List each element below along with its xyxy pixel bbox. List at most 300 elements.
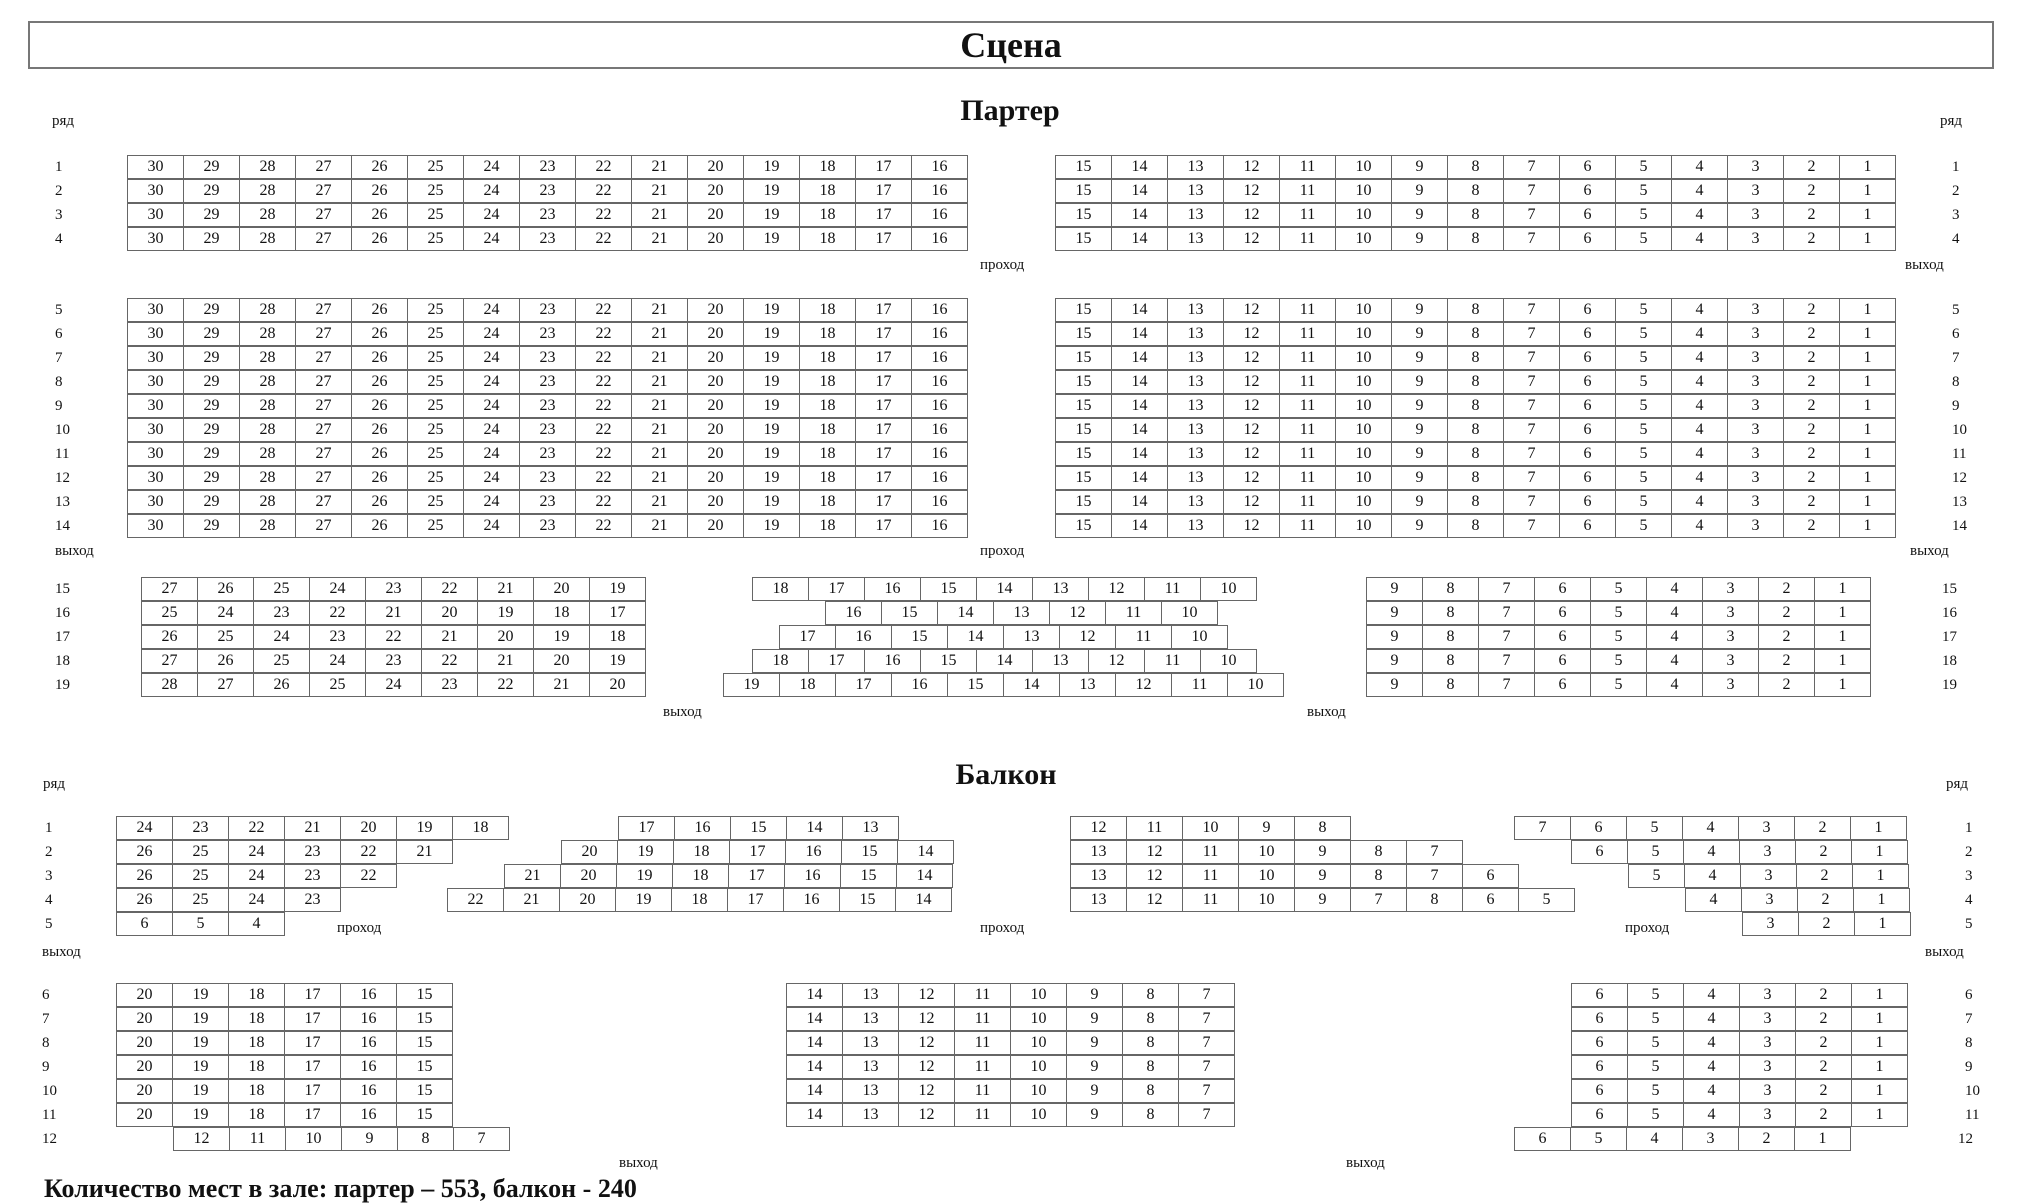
seat[interactable]: 8 [1350, 840, 1407, 864]
seat[interactable]: 27 [295, 394, 352, 418]
seat[interactable]: 2 [1783, 370, 1840, 394]
seat[interactable]: 9 [1366, 649, 1423, 673]
seat[interactable]: 11 [229, 1127, 286, 1151]
seat[interactable]: 14 [786, 1103, 843, 1127]
seat[interactable]: 2 [1795, 840, 1852, 864]
seat[interactable]: 9 [1391, 370, 1448, 394]
seat[interactable]: 23 [519, 155, 576, 179]
seat[interactable]: 12 [1223, 490, 1280, 514]
seat[interactable]: 12 [1223, 346, 1280, 370]
seat[interactable]: 15 [1055, 490, 1112, 514]
seat[interactable]: 3 [1727, 298, 1784, 322]
seat[interactable]: 28 [239, 155, 296, 179]
seat[interactable]: 1 [1839, 442, 1896, 466]
seat[interactable]: 2 [1783, 442, 1840, 466]
seat[interactable]: 8 [1447, 442, 1504, 466]
seat[interactable]: 3 [1727, 179, 1784, 203]
seat[interactable]: 21 [631, 466, 688, 490]
seat[interactable]: 6 [1559, 490, 1616, 514]
seat[interactable]: 7 [1478, 625, 1535, 649]
seat[interactable]: 14 [1111, 418, 1168, 442]
seat[interactable]: 6 [1571, 1103, 1628, 1127]
seat[interactable]: 24 [463, 203, 520, 227]
seat[interactable]: 9 [1391, 490, 1448, 514]
seat[interactable]: 1 [1839, 346, 1896, 370]
seat[interactable]: 26 [351, 418, 408, 442]
seat[interactable]: 26 [351, 394, 408, 418]
seat[interactable]: 4 [1682, 816, 1739, 840]
seat[interactable]: 5 [1627, 1055, 1684, 1079]
seat[interactable]: 28 [239, 203, 296, 227]
seat[interactable]: 29 [183, 394, 240, 418]
seat[interactable]: 10 [1010, 1031, 1067, 1055]
seat[interactable]: 16 [911, 203, 968, 227]
seat[interactable]: 14 [1111, 490, 1168, 514]
seat[interactable]: 6 [1559, 298, 1616, 322]
seat[interactable]: 21 [631, 346, 688, 370]
seat[interactable]: 13 [842, 816, 899, 840]
seat[interactable]: 9 [1391, 155, 1448, 179]
seat[interactable]: 2 [1783, 227, 1840, 251]
seat[interactable]: 13 [1070, 864, 1127, 888]
seat[interactable]: 11 [1182, 888, 1239, 912]
seat[interactable]: 7 [1503, 514, 1560, 538]
seat[interactable]: 5 [172, 912, 229, 936]
seat[interactable]: 24 [228, 864, 285, 888]
seat[interactable]: 14 [1111, 298, 1168, 322]
seat[interactable]: 25 [407, 179, 464, 203]
seat[interactable]: 17 [589, 601, 646, 625]
seat[interactable]: 25 [407, 227, 464, 251]
seat[interactable]: 13 [842, 1079, 899, 1103]
seat[interactable]: 18 [228, 1079, 285, 1103]
seat[interactable]: 3 [1742, 912, 1799, 936]
seat[interactable]: 18 [228, 983, 285, 1007]
seat[interactable]: 8 [1447, 155, 1504, 179]
seat[interactable]: 15 [1055, 394, 1112, 418]
seat[interactable]: 14 [1111, 466, 1168, 490]
seat[interactable]: 9 [1391, 346, 1448, 370]
seat[interactable]: 9 [341, 1127, 398, 1151]
seat[interactable]: 19 [172, 1055, 229, 1079]
seat[interactable]: 7 [453, 1127, 510, 1151]
seat[interactable]: 8 [1447, 370, 1504, 394]
seat[interactable]: 14 [1111, 203, 1168, 227]
seat[interactable]: 11 [1279, 442, 1336, 466]
seat[interactable]: 28 [239, 514, 296, 538]
seat[interactable]: 29 [183, 179, 240, 203]
seat[interactable]: 6 [116, 912, 173, 936]
seat[interactable]: 16 [835, 625, 892, 649]
seat[interactable]: 18 [799, 490, 856, 514]
seat[interactable]: 10 [285, 1127, 342, 1151]
seat[interactable]: 5 [1627, 1079, 1684, 1103]
seat[interactable]: 14 [976, 649, 1033, 673]
seat[interactable]: 20 [116, 1103, 173, 1127]
seat[interactable]: 15 [396, 1007, 453, 1031]
seat[interactable]: 6 [1559, 203, 1616, 227]
seat[interactable]: 4 [1671, 466, 1728, 490]
seat[interactable]: 25 [407, 298, 464, 322]
seat[interactable]: 2 [1795, 1103, 1852, 1127]
seat[interactable]: 23 [519, 203, 576, 227]
seat[interactable]: 24 [365, 673, 422, 697]
seat[interactable]: 12 [898, 983, 955, 1007]
seat[interactable]: 28 [239, 298, 296, 322]
seat[interactable]: 25 [407, 514, 464, 538]
seat[interactable]: 16 [340, 983, 397, 1007]
seat[interactable]: 14 [1111, 370, 1168, 394]
seat[interactable]: 12 [173, 1127, 230, 1151]
seat[interactable]: 17 [284, 1079, 341, 1103]
seat[interactable]: 2 [1783, 490, 1840, 514]
seat[interactable]: 29 [183, 514, 240, 538]
seat[interactable]: 8 [1447, 298, 1504, 322]
seat[interactable]: 20 [687, 322, 744, 346]
seat[interactable]: 3 [1702, 601, 1759, 625]
seat[interactable]: 3 [1727, 442, 1784, 466]
seat[interactable]: 26 [351, 179, 408, 203]
seat[interactable]: 21 [631, 203, 688, 227]
seat[interactable]: 19 [615, 888, 672, 912]
seat[interactable]: 17 [727, 888, 784, 912]
seat[interactable]: 12 [1223, 322, 1280, 346]
seat[interactable]: 9 [1391, 203, 1448, 227]
seat[interactable]: 14 [1111, 227, 1168, 251]
seat[interactable]: 11 [1144, 649, 1201, 673]
seat[interactable]: 6 [1559, 370, 1616, 394]
seat[interactable]: 27 [295, 203, 352, 227]
seat[interactable]: 19 [723, 673, 780, 697]
seat[interactable]: 13 [1167, 442, 1224, 466]
seat[interactable]: 1 [1839, 203, 1896, 227]
seat[interactable]: 5 [1615, 490, 1672, 514]
seat[interactable]: 28 [239, 179, 296, 203]
seat[interactable]: 5 [1615, 298, 1672, 322]
seat[interactable]: 22 [575, 155, 632, 179]
seat[interactable]: 17 [284, 983, 341, 1007]
seat[interactable]: 13 [993, 601, 1050, 625]
seat[interactable]: 13 [842, 1055, 899, 1079]
seat[interactable]: 27 [295, 370, 352, 394]
seat[interactable]: 2 [1758, 601, 1815, 625]
seat[interactable]: 1 [1851, 1103, 1908, 1127]
seat[interactable]: 17 [855, 418, 912, 442]
seat[interactable]: 24 [463, 370, 520, 394]
seat[interactable]: 5 [1615, 418, 1672, 442]
seat[interactable]: 23 [421, 673, 478, 697]
seat[interactable]: 3 [1702, 577, 1759, 601]
seat[interactable]: 18 [228, 1031, 285, 1055]
seat[interactable]: 4 [1671, 490, 1728, 514]
seat[interactable]: 7 [1350, 888, 1407, 912]
seat[interactable]: 1 [1853, 888, 1910, 912]
seat[interactable]: 7 [1406, 864, 1463, 888]
seat[interactable]: 12 [1223, 514, 1280, 538]
seat[interactable]: 5 [1615, 155, 1672, 179]
seat[interactable]: 12 [1088, 577, 1145, 601]
seat[interactable]: 26 [351, 322, 408, 346]
seat[interactable]: 27 [295, 418, 352, 442]
seat[interactable]: 15 [920, 649, 977, 673]
seat[interactable]: 23 [519, 179, 576, 203]
seat[interactable]: 20 [687, 370, 744, 394]
seat[interactable]: 17 [855, 466, 912, 490]
seat[interactable]: 10 [1335, 346, 1392, 370]
seat[interactable]: 18 [799, 394, 856, 418]
seat[interactable]: 13 [842, 983, 899, 1007]
seat[interactable]: 10 [1171, 625, 1228, 649]
seat[interactable]: 10 [1200, 649, 1257, 673]
seat[interactable]: 20 [116, 1055, 173, 1079]
seat[interactable]: 11 [954, 1103, 1011, 1127]
seat[interactable]: 8 [1447, 490, 1504, 514]
seat[interactable]: 11 [1279, 179, 1336, 203]
seat[interactable]: 15 [947, 673, 1004, 697]
seat[interactable]: 20 [533, 577, 590, 601]
seat[interactable]: 26 [116, 888, 173, 912]
seat[interactable]: 13 [1003, 625, 1060, 649]
seat[interactable]: 20 [116, 1079, 173, 1103]
seat[interactable]: 16 [911, 466, 968, 490]
seat[interactable]: 8 [1122, 1079, 1179, 1103]
seat[interactable]: 19 [477, 601, 534, 625]
seat[interactable]: 3 [1727, 466, 1784, 490]
seat[interactable]: 22 [575, 514, 632, 538]
seat[interactable]: 9 [1391, 179, 1448, 203]
seat[interactable]: 16 [911, 442, 968, 466]
seat[interactable]: 9 [1066, 1055, 1123, 1079]
seat[interactable]: 16 [340, 1079, 397, 1103]
seat[interactable]: 9 [1391, 227, 1448, 251]
seat[interactable]: 8 [1294, 816, 1351, 840]
seat[interactable]: 9 [1294, 840, 1351, 864]
seat[interactable]: 15 [1055, 418, 1112, 442]
seat[interactable]: 14 [976, 577, 1033, 601]
seat[interactable]: 24 [309, 649, 366, 673]
seat[interactable]: 16 [784, 864, 841, 888]
seat[interactable]: 4 [1683, 1055, 1740, 1079]
seat[interactable]: 10 [1335, 394, 1392, 418]
seat[interactable]: 19 [533, 625, 590, 649]
seat[interactable]: 27 [141, 577, 198, 601]
seat[interactable]: 6 [1559, 179, 1616, 203]
seat[interactable]: 15 [730, 816, 787, 840]
seat[interactable]: 25 [407, 346, 464, 370]
seat[interactable]: 13 [1167, 346, 1224, 370]
seat[interactable]: 8 [397, 1127, 454, 1151]
seat[interactable]: 25 [172, 840, 229, 864]
seat[interactable]: 3 [1741, 888, 1798, 912]
seat[interactable]: 8 [1447, 203, 1504, 227]
seat[interactable]: 26 [116, 864, 173, 888]
seat[interactable]: 30 [127, 298, 184, 322]
seat[interactable]: 11 [954, 983, 1011, 1007]
seat[interactable]: 3 [1727, 155, 1784, 179]
seat[interactable]: 7 [1503, 370, 1560, 394]
seat[interactable]: 12 [898, 1055, 955, 1079]
seat[interactable]: 28 [239, 466, 296, 490]
seat[interactable]: 14 [1003, 673, 1060, 697]
seat[interactable]: 16 [783, 888, 840, 912]
seat[interactable]: 19 [743, 227, 800, 251]
seat[interactable]: 15 [1055, 203, 1112, 227]
seat[interactable]: 22 [228, 816, 285, 840]
seat[interactable]: 7 [1478, 577, 1535, 601]
seat[interactable]: 27 [295, 179, 352, 203]
seat[interactable]: 24 [463, 418, 520, 442]
seat[interactable]: 5 [1615, 394, 1672, 418]
seat[interactable]: 12 [1070, 816, 1127, 840]
seat[interactable]: 1 [1839, 227, 1896, 251]
seat[interactable]: 8 [1122, 1031, 1179, 1055]
seat[interactable]: 8 [1122, 1103, 1179, 1127]
seat[interactable]: 8 [1447, 466, 1504, 490]
seat[interactable]: 1 [1851, 1007, 1908, 1031]
seat[interactable]: 24 [253, 625, 310, 649]
seat[interactable]: 4 [1683, 1103, 1740, 1127]
seat[interactable]: 5 [1627, 1031, 1684, 1055]
seat[interactable]: 11 [1279, 322, 1336, 346]
seat[interactable]: 18 [799, 179, 856, 203]
seat[interactable]: 19 [743, 514, 800, 538]
seat[interactable]: 14 [937, 601, 994, 625]
seat[interactable]: 13 [1167, 322, 1224, 346]
seat[interactable]: 21 [631, 322, 688, 346]
seat[interactable]: 25 [407, 418, 464, 442]
seat[interactable]: 6 [1571, 840, 1628, 864]
seat[interactable]: 29 [183, 298, 240, 322]
seat[interactable]: 20 [687, 466, 744, 490]
seat[interactable]: 2 [1758, 625, 1815, 649]
seat[interactable]: 2 [1795, 1007, 1852, 1031]
seat[interactable]: 6 [1559, 418, 1616, 442]
seat[interactable]: 12 [1223, 155, 1280, 179]
seat[interactable]: 13 [1070, 840, 1127, 864]
seat[interactable]: 26 [197, 577, 254, 601]
seat[interactable]: 15 [1055, 346, 1112, 370]
seat[interactable]: 13 [842, 1031, 899, 1055]
seat[interactable]: 4 [228, 912, 285, 936]
seat[interactable]: 18 [799, 370, 856, 394]
seat[interactable]: 1 [1851, 1031, 1908, 1055]
seat[interactable]: 20 [687, 155, 744, 179]
seat[interactable]: 12 [1126, 840, 1183, 864]
seat[interactable]: 28 [239, 227, 296, 251]
seat[interactable]: 12 [1223, 418, 1280, 442]
seat[interactable]: 18 [533, 601, 590, 625]
seat[interactable]: 11 [1182, 864, 1239, 888]
seat[interactable]: 18 [799, 203, 856, 227]
seat[interactable]: 5 [1615, 370, 1672, 394]
seat[interactable]: 12 [1223, 179, 1280, 203]
seat[interactable]: 14 [786, 1007, 843, 1031]
seat[interactable]: 20 [589, 673, 646, 697]
seat[interactable]: 14 [947, 625, 1004, 649]
seat[interactable]: 20 [687, 346, 744, 370]
seat[interactable]: 4 [1671, 155, 1728, 179]
seat[interactable]: 17 [855, 370, 912, 394]
seat[interactable]: 15 [1055, 466, 1112, 490]
seat[interactable]: 13 [1167, 394, 1224, 418]
seat[interactable]: 22 [575, 203, 632, 227]
seat[interactable]: 20 [421, 601, 478, 625]
seat[interactable]: 3 [1739, 1031, 1796, 1055]
seat[interactable]: 5 [1628, 864, 1685, 888]
seat[interactable]: 29 [183, 346, 240, 370]
seat[interactable]: 8 [1447, 514, 1504, 538]
seat[interactable]: 3 [1739, 1103, 1796, 1127]
seat[interactable]: 15 [891, 625, 948, 649]
seat[interactable]: 16 [911, 418, 968, 442]
seat[interactable]: 17 [808, 649, 865, 673]
seat[interactable]: 17 [284, 1031, 341, 1055]
seat[interactable]: 10 [1335, 370, 1392, 394]
seat[interactable]: 23 [519, 346, 576, 370]
seat[interactable]: 7 [1178, 1055, 1235, 1079]
seat[interactable]: 23 [365, 577, 422, 601]
seat[interactable]: 11 [1279, 298, 1336, 322]
seat[interactable]: 1 [1839, 394, 1896, 418]
seat[interactable]: 3 [1739, 1079, 1796, 1103]
seat[interactable]: 11 [1279, 466, 1336, 490]
seat[interactable]: 4 [1646, 673, 1703, 697]
seat[interactable]: 19 [743, 490, 800, 514]
seat[interactable]: 30 [127, 490, 184, 514]
seat[interactable]: 17 [855, 490, 912, 514]
seat[interactable]: 21 [631, 179, 688, 203]
seat[interactable]: 16 [340, 1007, 397, 1031]
seat[interactable]: 19 [743, 346, 800, 370]
seat[interactable]: 17 [779, 625, 836, 649]
seat[interactable]: 28 [239, 442, 296, 466]
seat[interactable]: 9 [1391, 298, 1448, 322]
seat[interactable]: 26 [253, 673, 310, 697]
seat[interactable]: 17 [808, 577, 865, 601]
seat[interactable]: 21 [631, 490, 688, 514]
seat[interactable]: 11 [1279, 490, 1336, 514]
seat[interactable]: 4 [1671, 370, 1728, 394]
seat[interactable]: 22 [477, 673, 534, 697]
seat[interactable]: 7 [1503, 155, 1560, 179]
seat[interactable]: 22 [575, 466, 632, 490]
seat[interactable]: 18 [779, 673, 836, 697]
seat[interactable]: 30 [127, 346, 184, 370]
seat[interactable]: 27 [295, 155, 352, 179]
seat[interactable]: 15 [396, 1055, 453, 1079]
seat[interactable]: 10 [1010, 1079, 1067, 1103]
seat[interactable]: 19 [743, 442, 800, 466]
seat[interactable]: 25 [309, 673, 366, 697]
seat[interactable]: 30 [127, 227, 184, 251]
seat[interactable]: 9 [1066, 983, 1123, 1007]
seat[interactable]: 3 [1727, 394, 1784, 418]
seat[interactable]: 13 [1167, 418, 1224, 442]
seat[interactable]: 14 [786, 816, 843, 840]
seat[interactable]: 17 [855, 322, 912, 346]
seat[interactable]: 12 [1223, 298, 1280, 322]
seat[interactable]: 7 [1178, 1079, 1235, 1103]
seat[interactable]: 16 [825, 601, 882, 625]
seat[interactable]: 7 [1178, 1103, 1235, 1127]
seat[interactable]: 5 [1615, 203, 1672, 227]
seat[interactable]: 17 [284, 1007, 341, 1031]
seat[interactable]: 2 [1783, 322, 1840, 346]
seat[interactable]: 12 [1223, 442, 1280, 466]
seat[interactable]: 19 [172, 1079, 229, 1103]
seat[interactable]: 7 [1503, 322, 1560, 346]
seat[interactable]: 23 [253, 601, 310, 625]
